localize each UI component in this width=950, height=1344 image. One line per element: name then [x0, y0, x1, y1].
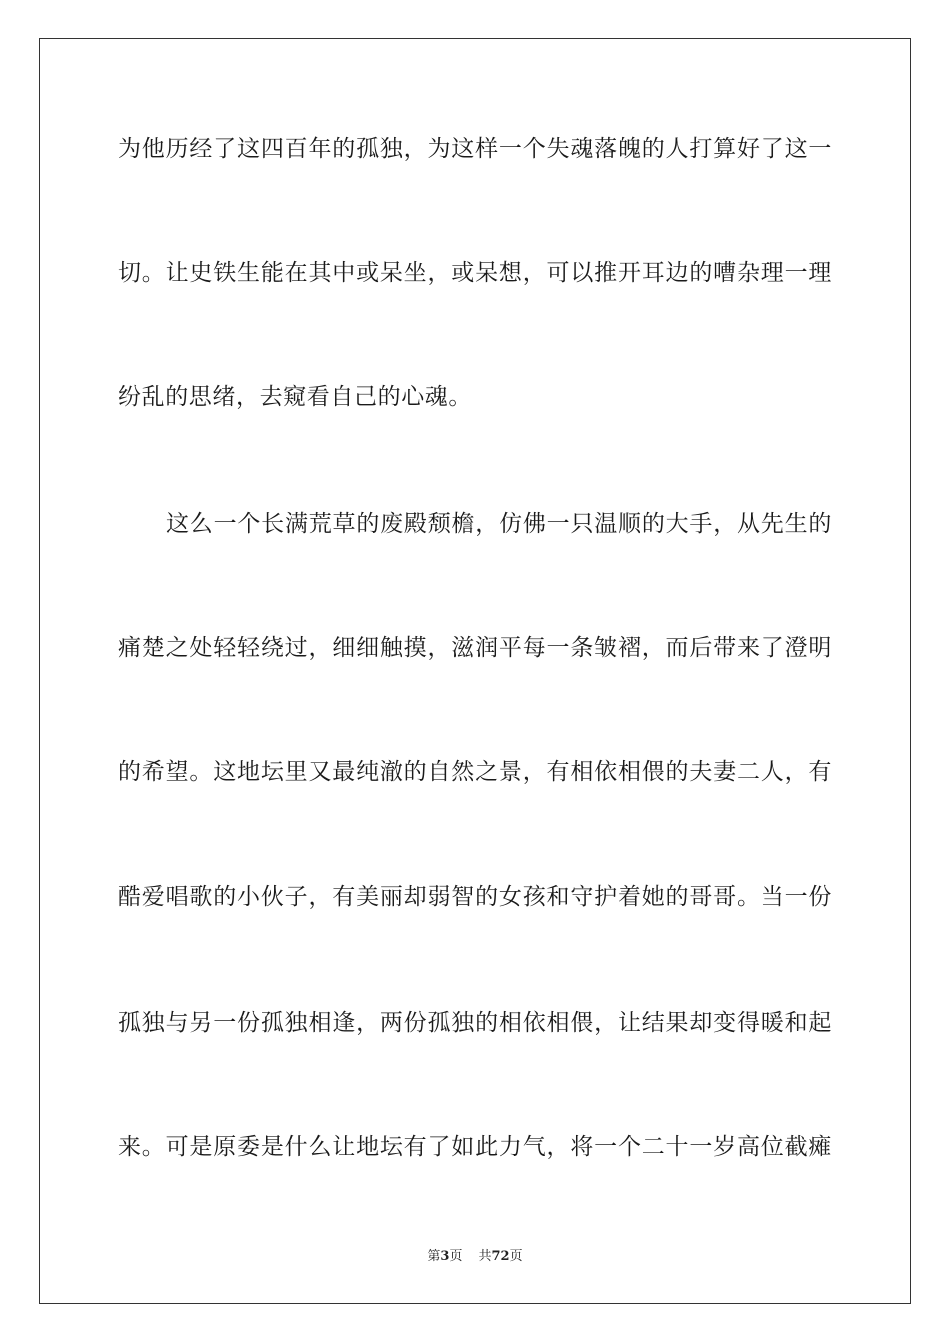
text-line: 这么一个长满荒草的废殿颓檐，仿佛一只温顺的大手，从先生的 [166, 511, 832, 537]
text-line: 孤独与另一份孤独相逢，两份孤独的相依相偎，让结果却变得暖和起 [118, 1010, 832, 1036]
total-prefix: 共 [478, 1249, 492, 1264]
page-suffix: 页 [449, 1249, 463, 1264]
text-line: 痛楚之处轻轻绕过，细细触摸，滋润平每一条皱褶，而后带来了澄明 [118, 635, 832, 661]
text-line: 的希望。这地坛里又最纯澈的自然之景，有相依相偎的夫妻二人，有 [118, 759, 832, 785]
page-number: 3 [440, 1249, 450, 1264]
total-pages: 72 [491, 1249, 510, 1264]
text-line: 酷爱唱歌的小伙子，有美丽却弱智的女孩和守护着她的哥哥。当一份 [118, 884, 832, 910]
text-line: 来。可是原委是什么让地坛有了如此力气，将一个二十一岁高位截瘫 [118, 1134, 832, 1160]
total-suffix: 页 [509, 1249, 523, 1264]
page-border [39, 38, 911, 1304]
page-prefix: 第 [427, 1249, 441, 1264]
text-line: 为他历经了这四百年的孤独，为这样一个失魂落魄的人打算好了这一 [118, 136, 832, 162]
text-line: 纷乱的思绪，去窥看自己的心魂。 [118, 384, 472, 410]
text-line: 切。让史铁生能在其中或呆坐，或呆想，可以推开耳边的嘈杂理一理 [118, 260, 832, 286]
page-footer [0, 1248, 950, 1266]
